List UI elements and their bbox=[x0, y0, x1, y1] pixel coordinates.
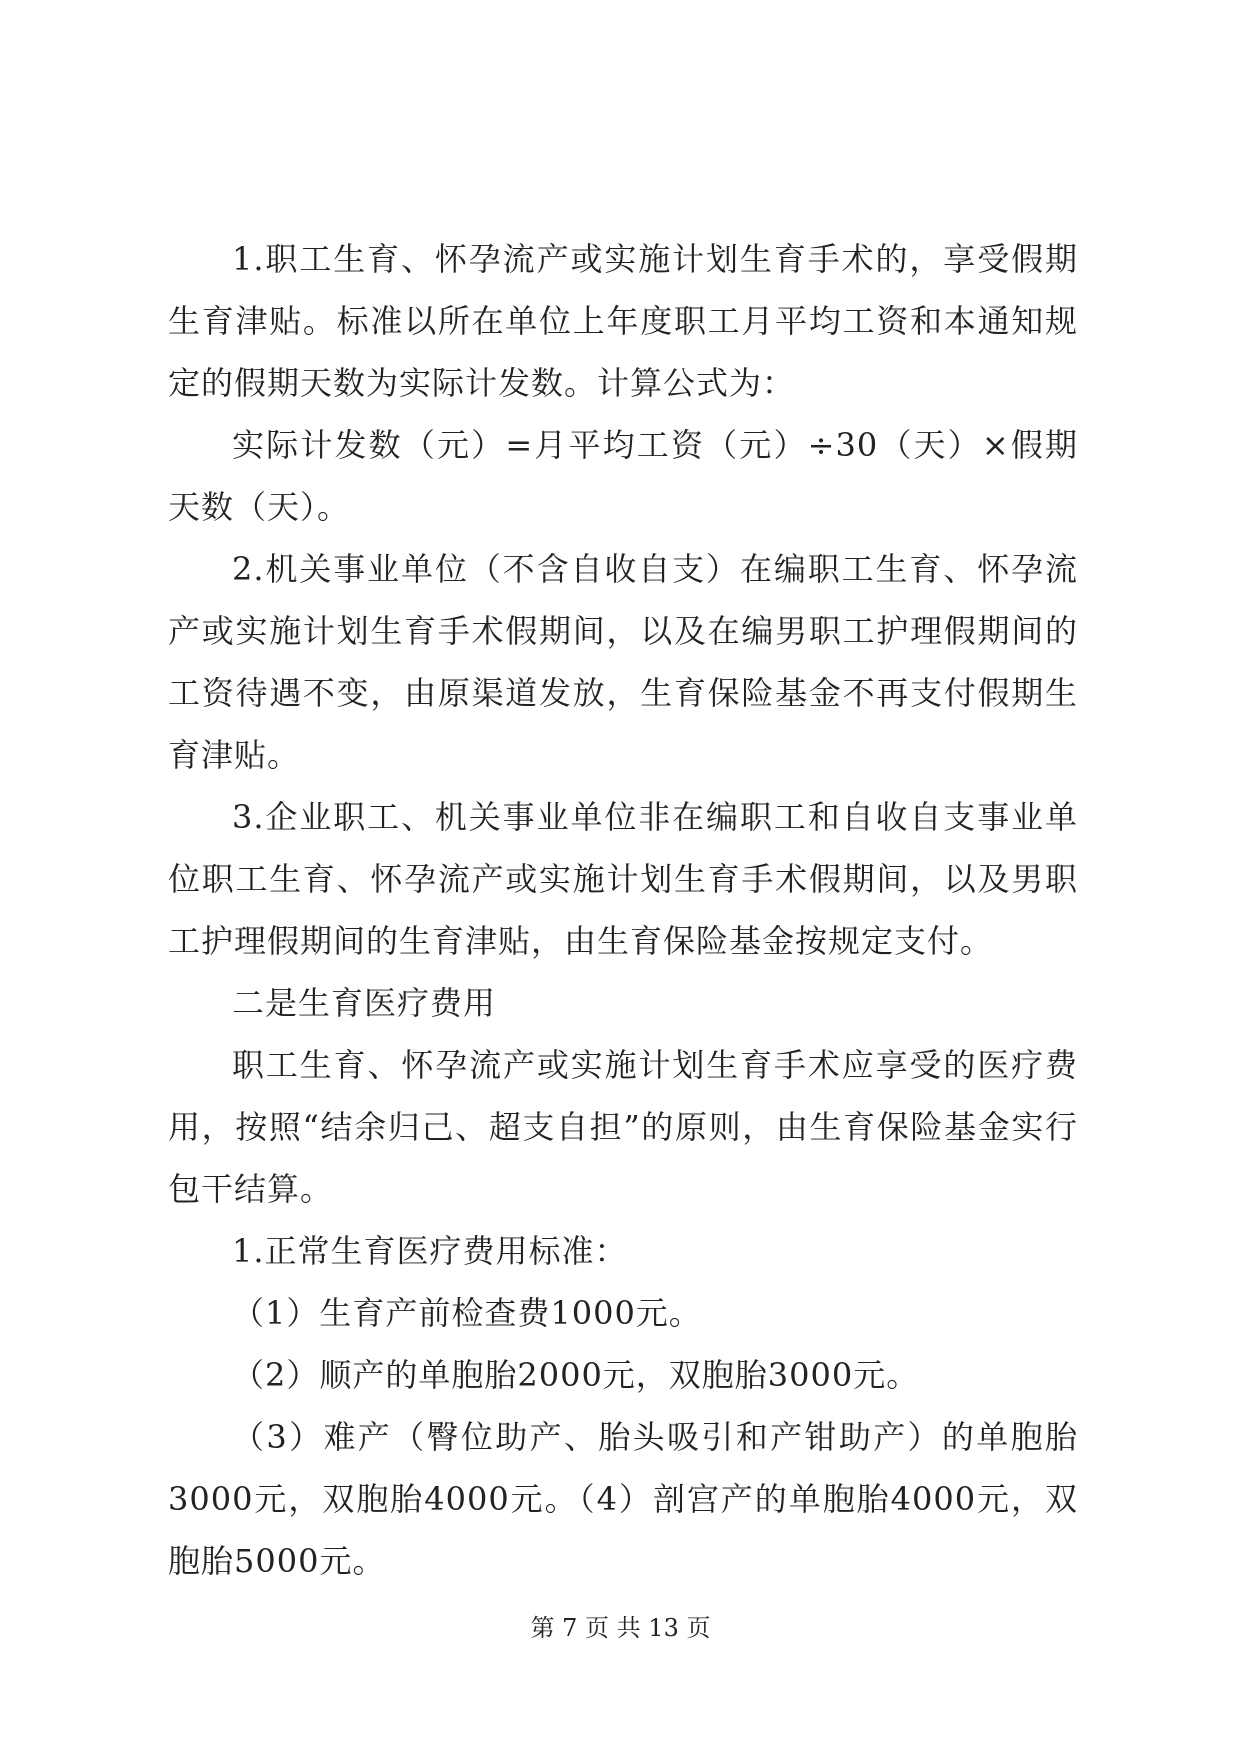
list-item-natural-birth: （2）顺产的单胞胎2000元，双胞胎3000元。 bbox=[232, 1356, 920, 1394]
paragraph-medical-costs: 职工生育、怀孕流产或实施计划生育手术应享受的医疗费用，按照“结余归己、超支自担”的原则，由生育保险基金实行包干结算。 bbox=[168, 1046, 1078, 1208]
paragraph-standard-heading: 1.正常生育医疗费用标准： bbox=[232, 1232, 628, 1270]
section-heading-medical-costs: 二是生育医疗费用 bbox=[232, 984, 497, 1022]
paragraph-maternity-allowance: 1.职工生育、怀孕流产或实施计划生育手术的，享受假期生育津贴。标准以所在单位上年度职工月平均工资和本通知规定的假期天数为实际计发数。计算公式为： bbox=[168, 240, 1078, 402]
paragraph-public-institutions: 2.机关事业单位（不含自收自支）在编职工生育、怀孕流产或实施计划生育手术假期间，以及在编男职工护理假期间的工资待遇不变，由原渠道发放，生育保险基金不再支付假期生育津贴。 bbox=[168, 550, 1078, 774]
page-footer: 第 7 页 共 13 页 bbox=[530, 1614, 711, 1642]
paragraph-formula: 实际计发数（元）=月平均工资（元）÷30（天）×假期天数（天）。 bbox=[168, 426, 1078, 526]
list-item-prenatal: （1）生育产前检查费1000元。 bbox=[232, 1294, 702, 1332]
document-body bbox=[168, 228, 1078, 1592]
list-item-difficult-birth: （3）难产（臀位助产、胎头吸引和产钳助产）的单胞胎3000元，双胞胎4000元。（4）剖宫产的单胞胎4000元，双胞胎5000元。 bbox=[168, 1418, 1078, 1580]
paragraph-enterprise-employees: 3.企业职工、机关事业单位非在编职工和自收自支事业单位职工生育、怀孕流产或实施计划生育手术假期间，以及男职工护理假期间的生育津贴，由生育保险基金按规定支付。 bbox=[168, 798, 1078, 960]
